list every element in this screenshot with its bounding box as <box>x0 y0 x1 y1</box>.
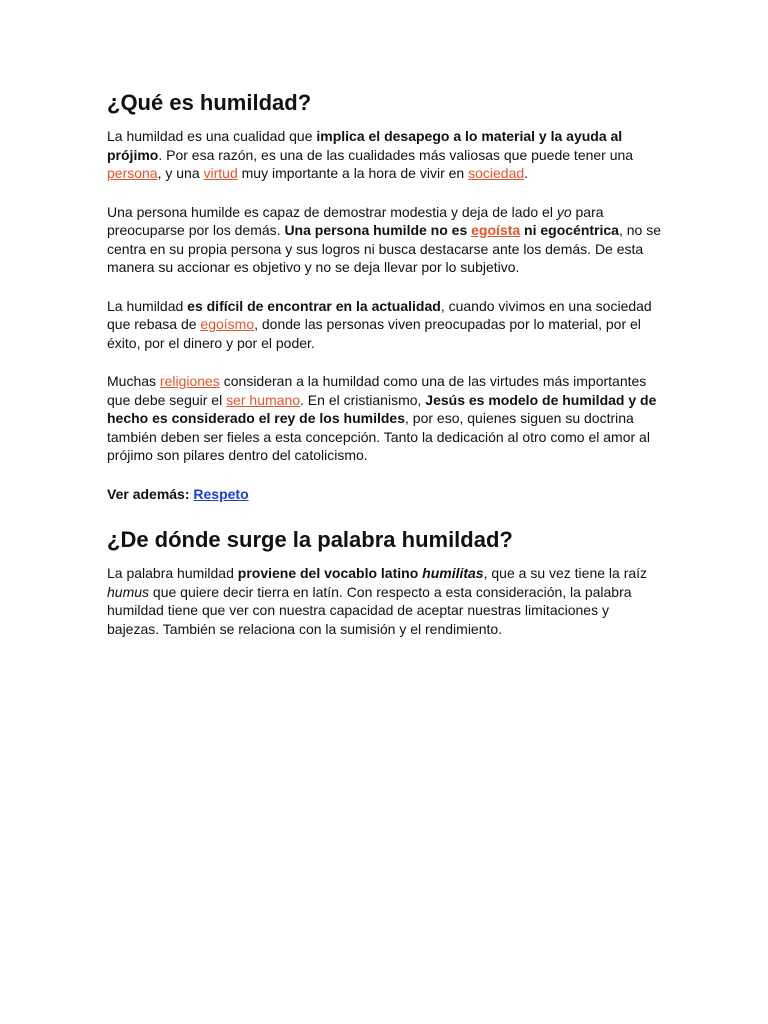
paragraph-persona-humilde <box>107 203 663 277</box>
text: Muchas <box>107 373 160 389</box>
bold-italic-text <box>422 565 483 581</box>
see-also <box>107 485 663 504</box>
link-egoista[interactable]: egoísta <box>471 222 521 238</box>
text: . <box>524 165 529 181</box>
text: , cuando vivimos en una sociedad que rebasa de <box>107 297 652 332</box>
italic-text: humus <box>107 583 150 600</box>
text: , no se centra en su propia persona y sus logros ni busca destacarse ante los demás. De esta manera su accionar es objetivo y no se deja llevar por lo subjetivo. <box>107 222 661 275</box>
link-persona[interactable]: persona <box>107 165 158 181</box>
bold-text: ni egocéntrica <box>520 222 619 238</box>
text: muy importante a la hora de vivir en <box>237 165 469 181</box>
paragraph-religiones <box>107 372 663 465</box>
paragraph-actualidad <box>107 297 663 353</box>
text: . En el cristianismo, <box>300 391 426 408</box>
text: que quiere decir tierra en latín. Con respecto a esta consideración, la palabra humildad tiene que ver con nuestra capacidad de aceptar nuestras limitaciones y bajezas. También se relaciona con la sumisión y el rendimiento. <box>107 583 632 637</box>
link-religiones[interactable]: religiones <box>159 373 220 389</box>
link-sociedad[interactable]: sociedad <box>468 165 525 181</box>
document-page <box>107 88 663 658</box>
link-egoismo[interactable]: egoísmo <box>200 316 255 332</box>
text: consideran a la humildad como una de las virtudes más importantes que debe seguir el <box>107 373 647 408</box>
see-also-label: Ver además: <box>107 485 194 502</box>
text: La palabra humildad <box>107 565 238 581</box>
bold-text: implica el desapego a lo material y la ayuda al prójimo <box>107 128 623 163</box>
bold-text: es difícil de encontrar en la actualidad <box>187 297 441 314</box>
text: La humildad <box>107 297 188 314</box>
italic-text: humilitas <box>422 565 484 581</box>
section-title-origen-palabra: ¿De dónde surge la palabra humildad? <box>107 527 513 552</box>
section-title-que-es-humildad: ¿Qué es humildad? <box>107 90 312 115</box>
link-respeto[interactable]: Respeto <box>193 485 249 502</box>
text: , y una <box>157 165 204 181</box>
text: , que a su vez tiene la raíz <box>483 565 648 581</box>
bold-text: proviene del vocablo latino <box>237 565 423 581</box>
text: , donde las personas viven preocupadas por lo material, por el éxito, por el dinero y por el poder. <box>107 316 641 351</box>
bold-text: Jesús es modelo de humildad y de hecho es considerado el rey de los humildes <box>107 391 657 426</box>
text: para preocuparse por los demás. <box>107 203 604 238</box>
bold-text: Una persona humilde no es <box>284 222 472 238</box>
italic-text: yo <box>556 203 572 220</box>
text: Una persona humilde es capaz de demostrar modestia y deja de lado el <box>107 203 557 220</box>
paragraph-origen <box>107 564 663 638</box>
text: , por eso, quienes siguen su doctrina también deben ser fieles a esta concepción. Tanto la dedicación al otro como el amor al prójimo son pilares dentro del catolicismo. <box>107 410 650 463</box>
link-ser-humano[interactable]: ser humano <box>226 391 301 408</box>
link-virtud[interactable]: virtud <box>203 165 238 181</box>
text: . Por esa razón, es una de las cualidades más valiosas que puede tener una <box>158 146 634 163</box>
text: La humildad es una cualidad que <box>107 128 317 144</box>
paragraph-definition <box>107 127 663 183</box>
